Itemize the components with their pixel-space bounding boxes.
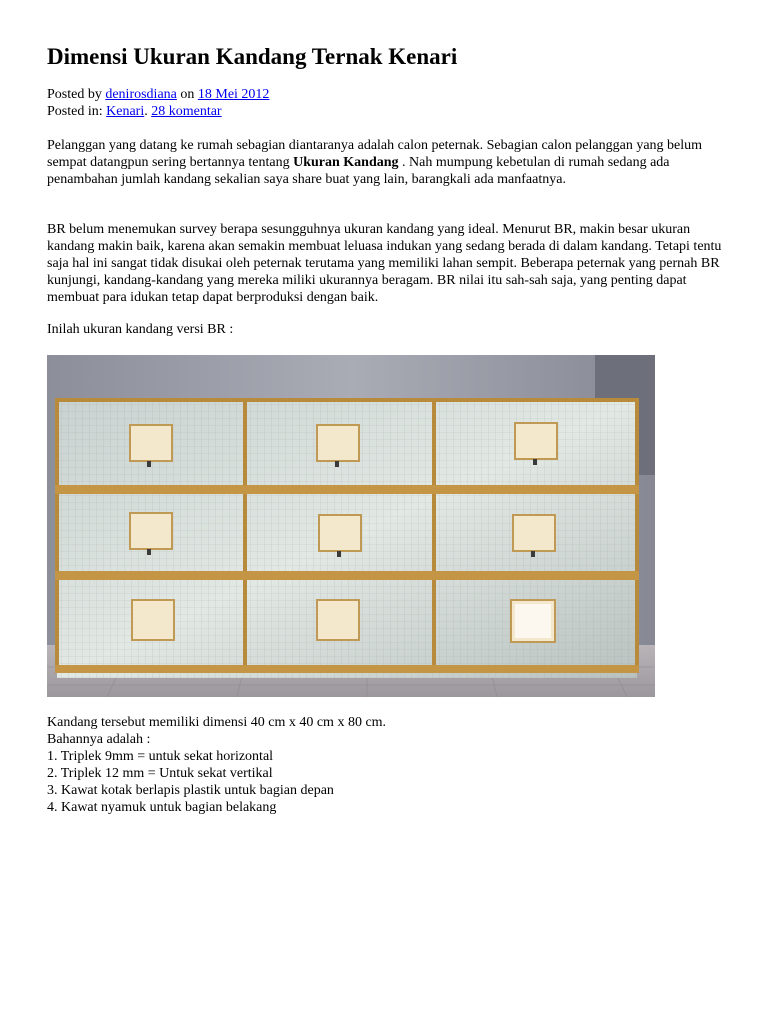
material-item: 3. Kawat kotak berlapis plastik untuk bagian depan [47,783,334,798]
body-paragraph: BR belum menemukan survey berapa sesungguhnya ukuran kandang yang ideal. Menurut BR, makin besar ukuran kandang makin baik, karena akan semakin membuat leluasa indukan yang sedang berada di dalam kandang. Tetapi tentu saja hal ini sangat tidak disukai oleh peternak terutama yang memiliki lahan sempit. Beberapa peternak yang pernah BR kunjungi, kandang-kandang yang mereka miliki ukurannya beragam. BR nilai itu sah-sah saja, yang penting dapat membuat para idukan tetap dapat berproduksi dengan baik. [47,222,722,305]
posted-in-line [47,103,269,120]
on-label: on [180,87,195,102]
material-item: 1. Triplek 9mm = untuk sekat horizontal [47,749,274,764]
author-link[interactable]: denirosdiana [105,87,177,102]
cage-photo [47,355,655,697]
date-link[interactable]: 18 Mei 2012 [197,87,270,102]
image-intro-paragraph: Inilah ukuran kandang versi BR : [47,322,234,337]
comments-link[interactable]: 28 komentar [151,104,222,119]
intro-text: Pelanggan yang datang ke rumah sebagian diantaranya adalah calon peternak. Sebagian calon pelanggan yang belum sempat datangpun sering bertannya tentang [47,138,703,170]
posted-by-line [47,86,269,103]
bold-phrase: Ukuran Kandang [293,155,399,170]
post-meta [47,86,269,120]
meta-separator: . [144,104,148,119]
dimension-line: Kandang tersebut memiliki dimensi 40 cm x 40 cm x 80 cm. [47,715,387,730]
intro-paragraph [47,137,737,188]
intro-text-continued: . Nah mumpung kebetulan di rumah sedang ada penambahan jumlah kandang sekalian saya share buat yang lain, barangkali ada manfaatnya. [47,155,670,187]
materials-section [47,714,386,816]
posted-by-label: Posted by [47,87,102,102]
cage-photo-illustration [47,355,655,697]
material-item: 4. Kawat nyamuk untuk bagian belakang [47,800,277,815]
article-title: Dimensi Ukuran Kandang Ternak Kenari [47,44,458,69]
material-item: 2. Triplek 12 mm = Untuk sekat vertikal [47,766,273,781]
category-link[interactable]: Kenari [106,104,145,119]
materials-intro: Bahannya adalah : [47,732,151,747]
posted-in-label: Posted in: [47,104,103,119]
